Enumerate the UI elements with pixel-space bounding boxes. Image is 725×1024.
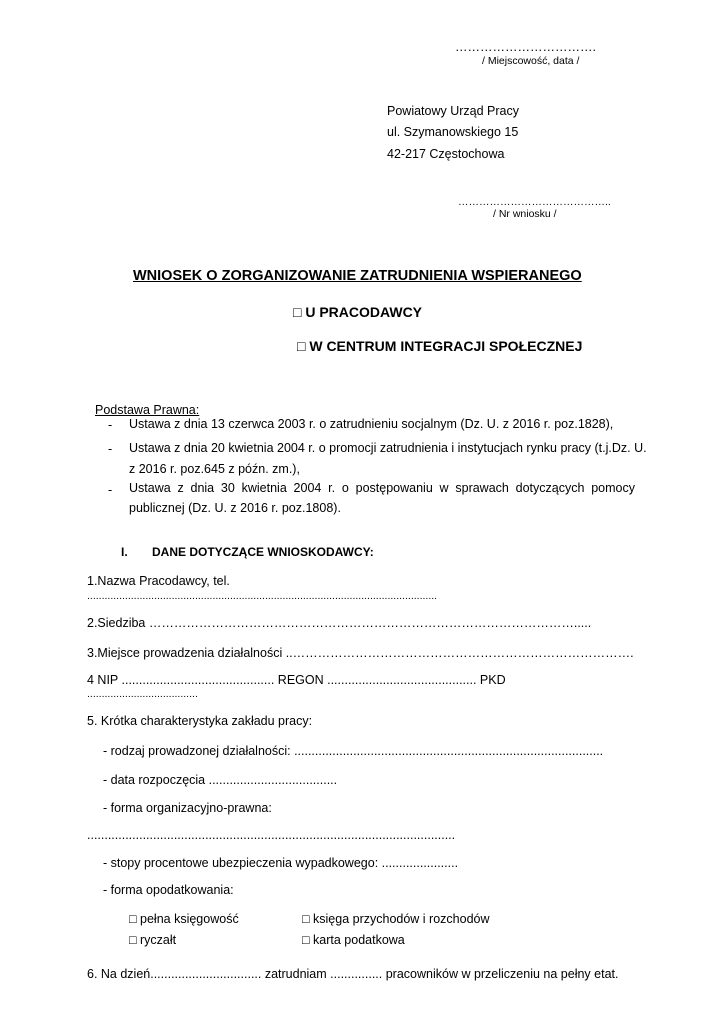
application-number-dots: …………………………………….. <box>458 196 611 208</box>
tax-option-full-accounting[interactable]: □ pełna księgowość <box>129 912 239 926</box>
legal-item-3-line-1: Ustawa z dnia 30 kwietnia 2004 r. o postępowaniu w sprawach dotyczących pomocy <box>129 481 635 495</box>
business-type-field[interactable]: - rodzaj prowadzonej działalności: ......................................................................................... <box>103 744 604 758</box>
option-integration-centre: □ W CENTRUM INTEGRACJI SPOŁECZNEJ <box>297 338 583 354</box>
recipient-line-1: Powiatowy Urząd Pracy <box>387 104 519 118</box>
legal-dash-2: - <box>108 442 113 456</box>
workplace-characteristics-label: 5. Krótka charakterystyka zakładu pracy: <box>87 714 313 728</box>
tax-option-lump-sum[interactable]: □ ryczałt <box>129 933 177 947</box>
section-heading: DANE DOTYCZĄCE WNIOSKODAWCY: <box>152 545 374 559</box>
document-title: WNIOSEK O ZORGANIZOWANIE ZATRUDNIENIA WSPIERANEGO <box>133 268 582 284</box>
legal-item-2-line-1: Ustawa z dnia 20 kwietnia 2004 r. o promocji zatrudnienia i instytucjach rynku pracy (t.j.Dz. U. <box>129 441 647 455</box>
start-date-field[interactable]: - data rozpoczęcia ..................................... <box>103 773 338 787</box>
nip-regon-pkd-field[interactable]: 4 NIP ............................................ REGON ........................................... PKD <box>87 673 506 687</box>
tax-option-tax-card[interactable]: □ karta podatkowa <box>302 933 405 947</box>
legal-dash-1: - <box>108 418 113 432</box>
seat-field[interactable]: 2.Siedziba …………………………………………………………………………………………..... <box>87 616 592 630</box>
legal-form-label: - forma organizacyjno-prawna: <box>103 801 272 815</box>
business-location-field[interactable]: 3.Miejsce prowadzenia działalności ..………………………………………………………………………. <box>87 646 634 660</box>
place-date-label: / Miejscowość, data / <box>482 55 580 67</box>
taxation-form-label: - forma opodatkowania: <box>103 883 234 897</box>
accident-insurance-rate-field[interactable]: - stopy procentowe ubezpieczenia wypadkowego: ...................... <box>103 856 459 870</box>
recipient-line-2: ul. Szymanowskiego 15 <box>387 125 519 139</box>
pkd-dots[interactable]: ...................................... <box>87 688 198 700</box>
employer-name-field[interactable]: ........................................................................................................................ <box>87 590 438 602</box>
legal-form-field[interactable]: .......................................................................................................... <box>87 828 456 842</box>
place-date-dots: ……………………………. <box>455 40 596 54</box>
tax-option-revenue-ledger[interactable]: □ księga przychodów i rozchodów <box>302 912 490 926</box>
employer-name-label: 1.Nazwa Pracodawcy, tel. <box>87 574 230 588</box>
recipient-line-3: 42-217 Częstochowa <box>387 147 505 161</box>
employment-count-field[interactable]: 6. Na dzień................................ zatrudniam ............... pracowników w przeliczeniu na pełny etat. <box>87 967 619 981</box>
application-number-label: / Nr wniosku / <box>493 208 557 220</box>
legal-basis-heading: Podstawa Prawna: <box>95 403 200 417</box>
legal-item-1: Ustawa z dnia 13 czerwca 2003 r. o zatrudnieniu socjalnym (Dz. U. z 2016 r. poz.1828), <box>129 417 614 431</box>
legal-dash-3: - <box>108 483 113 497</box>
section-number: I. <box>121 545 128 559</box>
legal-item-2-line-2: z 2016 r. poz.645 z późn. zm.), <box>129 462 300 476</box>
option-employer: □ U PRACODAWCY <box>293 304 423 320</box>
legal-item-3-line-2: publicznej (Dz. U. z 2016 r. poz.1808). <box>129 501 341 515</box>
